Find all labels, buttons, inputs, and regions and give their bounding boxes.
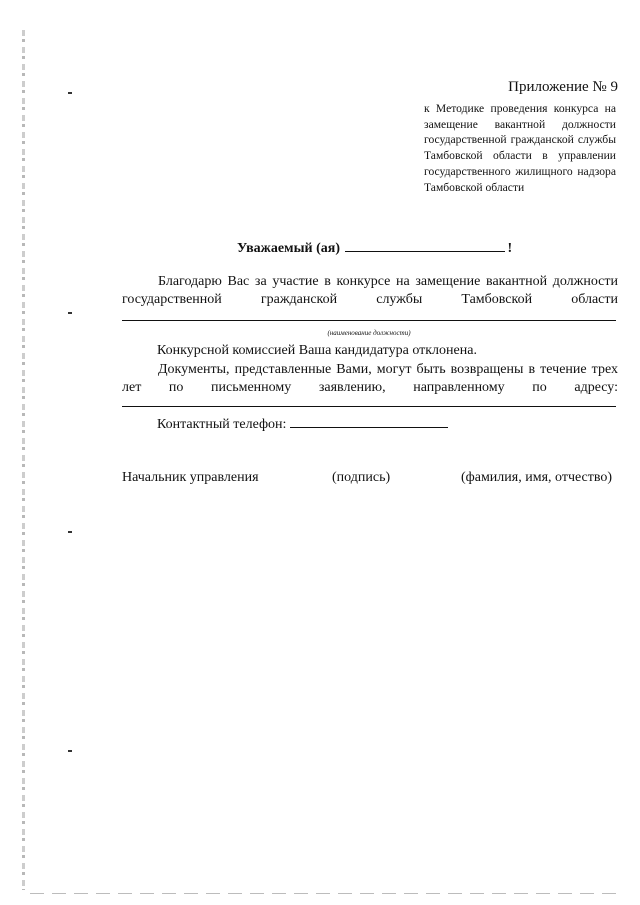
appendix-title: Приложение № 9 — [508, 79, 618, 95]
thanks-paragraph: Благодарю Вас за участие в конкурсе на замещение вакантной должности государственной гражданской службы Тамбовской области — [122, 274, 618, 307]
punch-mark — [68, 312, 72, 314]
signatory-position: Начальник управления — [122, 470, 259, 485]
contact-phone-line — [157, 413, 448, 433]
punch-mark — [68, 750, 72, 752]
recipient-name-blank — [345, 237, 505, 252]
phone-label: Контактный телефон: — [157, 417, 287, 432]
scan-binding-edge — [22, 30, 25, 890]
position-caption: (наименование должности) — [327, 329, 411, 337]
punch-mark — [68, 531, 72, 533]
rejection-text: Конкурсной комиссией Ваша кандидатура отклонена. — [157, 343, 477, 358]
signature-label: (подпись) — [332, 470, 391, 485]
greeting-suffix: ! — [507, 241, 513, 256]
appendix-reference: к Методике проведения конкурса на замещение вакантной должности государственной гражданской службы Тамбовской области в управлении государственного жилищного надзора Тамбовской области — [424, 102, 616, 194]
position-name-blank — [122, 320, 616, 321]
address-blank — [122, 406, 616, 407]
greeting-line — [237, 237, 512, 257]
greeting-prefix: Уважаемый (ая) — [237, 241, 340, 256]
phone-blank — [290, 413, 448, 428]
scan-bottom-edge — [30, 893, 620, 894]
full-name-label: (фамилия, имя, отчество) — [461, 470, 613, 485]
documents-paragraph: Документы, представленные Вами, могут быть возвращены в течение трех лет по письменному заявлению, направленному по адресу: — [122, 362, 618, 395]
punch-mark — [68, 92, 72, 94]
